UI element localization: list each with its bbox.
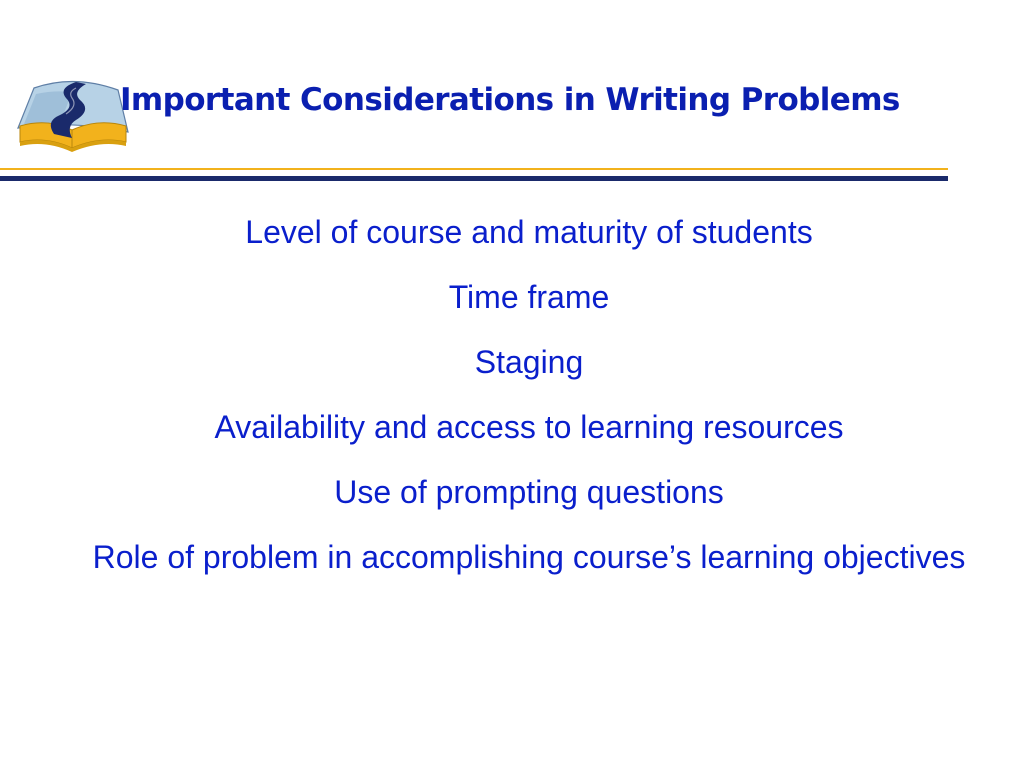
title-divider-gold xyxy=(0,168,948,170)
consideration-item: Role of problem in accomplishing course’s learning objectives xyxy=(92,539,966,575)
slide-title: Important Considerations in Writing Problems xyxy=(120,82,900,118)
consideration-item: Use of prompting questions xyxy=(334,474,724,510)
title-divider-navy xyxy=(0,176,948,181)
consideration-item: Level of course and maturity of students xyxy=(245,214,813,250)
consideration-item: Staging xyxy=(474,344,584,380)
consideration-item: Time frame xyxy=(448,279,610,315)
open-book-path-icon xyxy=(14,68,132,160)
consideration-list xyxy=(40,214,1018,604)
consideration-item: Availability and access to learning resources xyxy=(214,409,844,445)
